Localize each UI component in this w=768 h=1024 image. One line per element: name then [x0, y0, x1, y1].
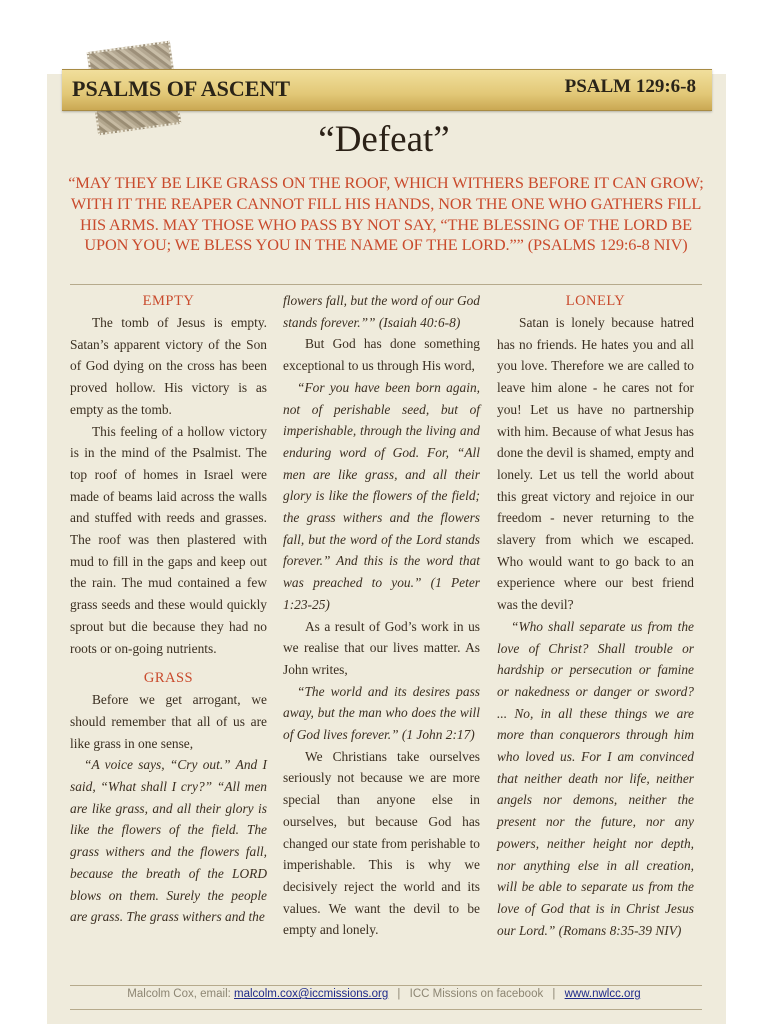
footer-separator: |: [397, 988, 401, 1000]
paragraph: But God has done something exceptional to us through His word,: [283, 336, 480, 374]
paragraph: Before we get arrogant, we should remember that all of us are like grass in one sense,: [70, 692, 267, 751]
scripture-verse: “MAY THEY BE LIKE GRASS ON THE ROOF, WHICH WITHERS BEFORE IT CAN GROW; WITH IT THE REAPER CANNOT FILL HIS HANDS, NOR THE ONE WHO GATHERS FILL HIS ARMS. MAY THOSE WHO PASS BY NOT SAY, “THE BLESSING OF THE LORD BE UPON YOU; WE BLESS YOU IN THE NAME OF THE LORD.”” (PSALMS 129:6-8 NIV): [68, 173, 704, 255]
column-2: [283, 290, 480, 941]
column-1: [70, 290, 267, 928]
footer-author: Malcolm Cox, email:: [127, 988, 231, 1000]
scripture-quote: “For you have been born again, not of perishable seed, but of imperishable, through the living and enduring word of God. For, “All men are like grass, and all their glory is like the flowers of the field; the grass withers and the flowers fall, but the word of the Lord stands forever.” And this is the word that was preached to you.” (1 Peter 1:23-25): [283, 379, 480, 612]
divider-bottom: [70, 985, 702, 986]
heading-grass: GRASS: [143, 670, 194, 687]
facebook-text: ICC Missions on facebook: [409, 988, 544, 1000]
scripture-quote: flowers fall, but the word of our God stands forever.”” (Isaiah 40:6-8): [283, 293, 480, 330]
divider-top: [70, 284, 702, 285]
scripture-quote: “A voice says, “Cry out.” And I said, “What shall I cry?” “All men are like grass, and all their glory is like the flowers of the field. The grass withers and the flowers fall, because the breath of the LORD blows on them. Surely the people are grass. The grass withers and the: [70, 757, 267, 925]
heading-empty: EMPTY: [142, 293, 195, 309]
header-banner: [62, 69, 712, 111]
divider-footer: [70, 1009, 702, 1010]
psalm-reference: PSALM 129:6-8: [564, 76, 696, 97]
column-3: [497, 290, 694, 941]
footer-separator: |: [552, 988, 556, 1000]
footer: [0, 988, 768, 1000]
paragraph: The tomb of Jesus is empty. Satan’s apparent victory of the Son of God dying on the cross has been proved hollow. His victory is as empty as the tomb.: [70, 315, 267, 417]
heading-lonely: LONELY: [565, 293, 626, 309]
scripture-quote: “Who shall separate us from the love of Christ? Shall trouble or hardship or persecution or famine or nakedness or danger or sword? ... No, in all these things we are more than conquerors through him who loved us. For I am convinced that neither death nor life, neither angels nor demons, neither the present nor the future, nor any powers, neither height nor depth, nor anything else in all creation, will be able to separate us from the love of God that is in Christ Jesus our Lord.” (Romans 8:35-39 NIV): [497, 618, 694, 938]
email-link[interactable]: malcolm.cox@iccmissions.org: [234, 988, 389, 1000]
paragraph: This feeling of a hollow victory is in the mind of the Psalmist. The top roof of homes in Israel were made of beams laid across the walls and stuffed with reeds and grasses. The roof was then plastered with mud to fill in the gaps and keep out the rain. The mud contained a few grass seeds and these would quickly sprout but die because they had no roots or on-going nutrients.: [70, 423, 267, 656]
paragraph: As a result of God’s work in us we realise that our lives matter. As John writes,: [283, 618, 480, 677]
page-title: “Defeat”: [318, 119, 450, 160]
series-title: PSALMS OF ASCENT: [72, 76, 291, 101]
website-link[interactable]: www.nwlcc.org: [564, 988, 641, 1000]
paragraph: We Christians take ourselves seriously not because we are more special than anyone else in ourselves, but because God has changed our state from perishable to imperishable. This is why we decisively reject the world and its values. We want the devil to be empty and lonely.: [283, 748, 480, 938]
paragraph: Satan is lonely because hatred has no friends. He hates you and all you love. Therefore we are called to leave him alone - he cares not for you! Let us have no partnership with him. Because of what Jesus has done the devil is shamed, empty and lonely. Let us tell the world about this great victory and rejoice in our freedom - never returning to the slavery from which we escaped. Who would want to go back to an experience where our best friend was the devil?: [497, 315, 694, 613]
scripture-quote: “The world and its desires pass away, but the man who does the will of God lives forever.” (1 John 2:17): [283, 683, 480, 743]
